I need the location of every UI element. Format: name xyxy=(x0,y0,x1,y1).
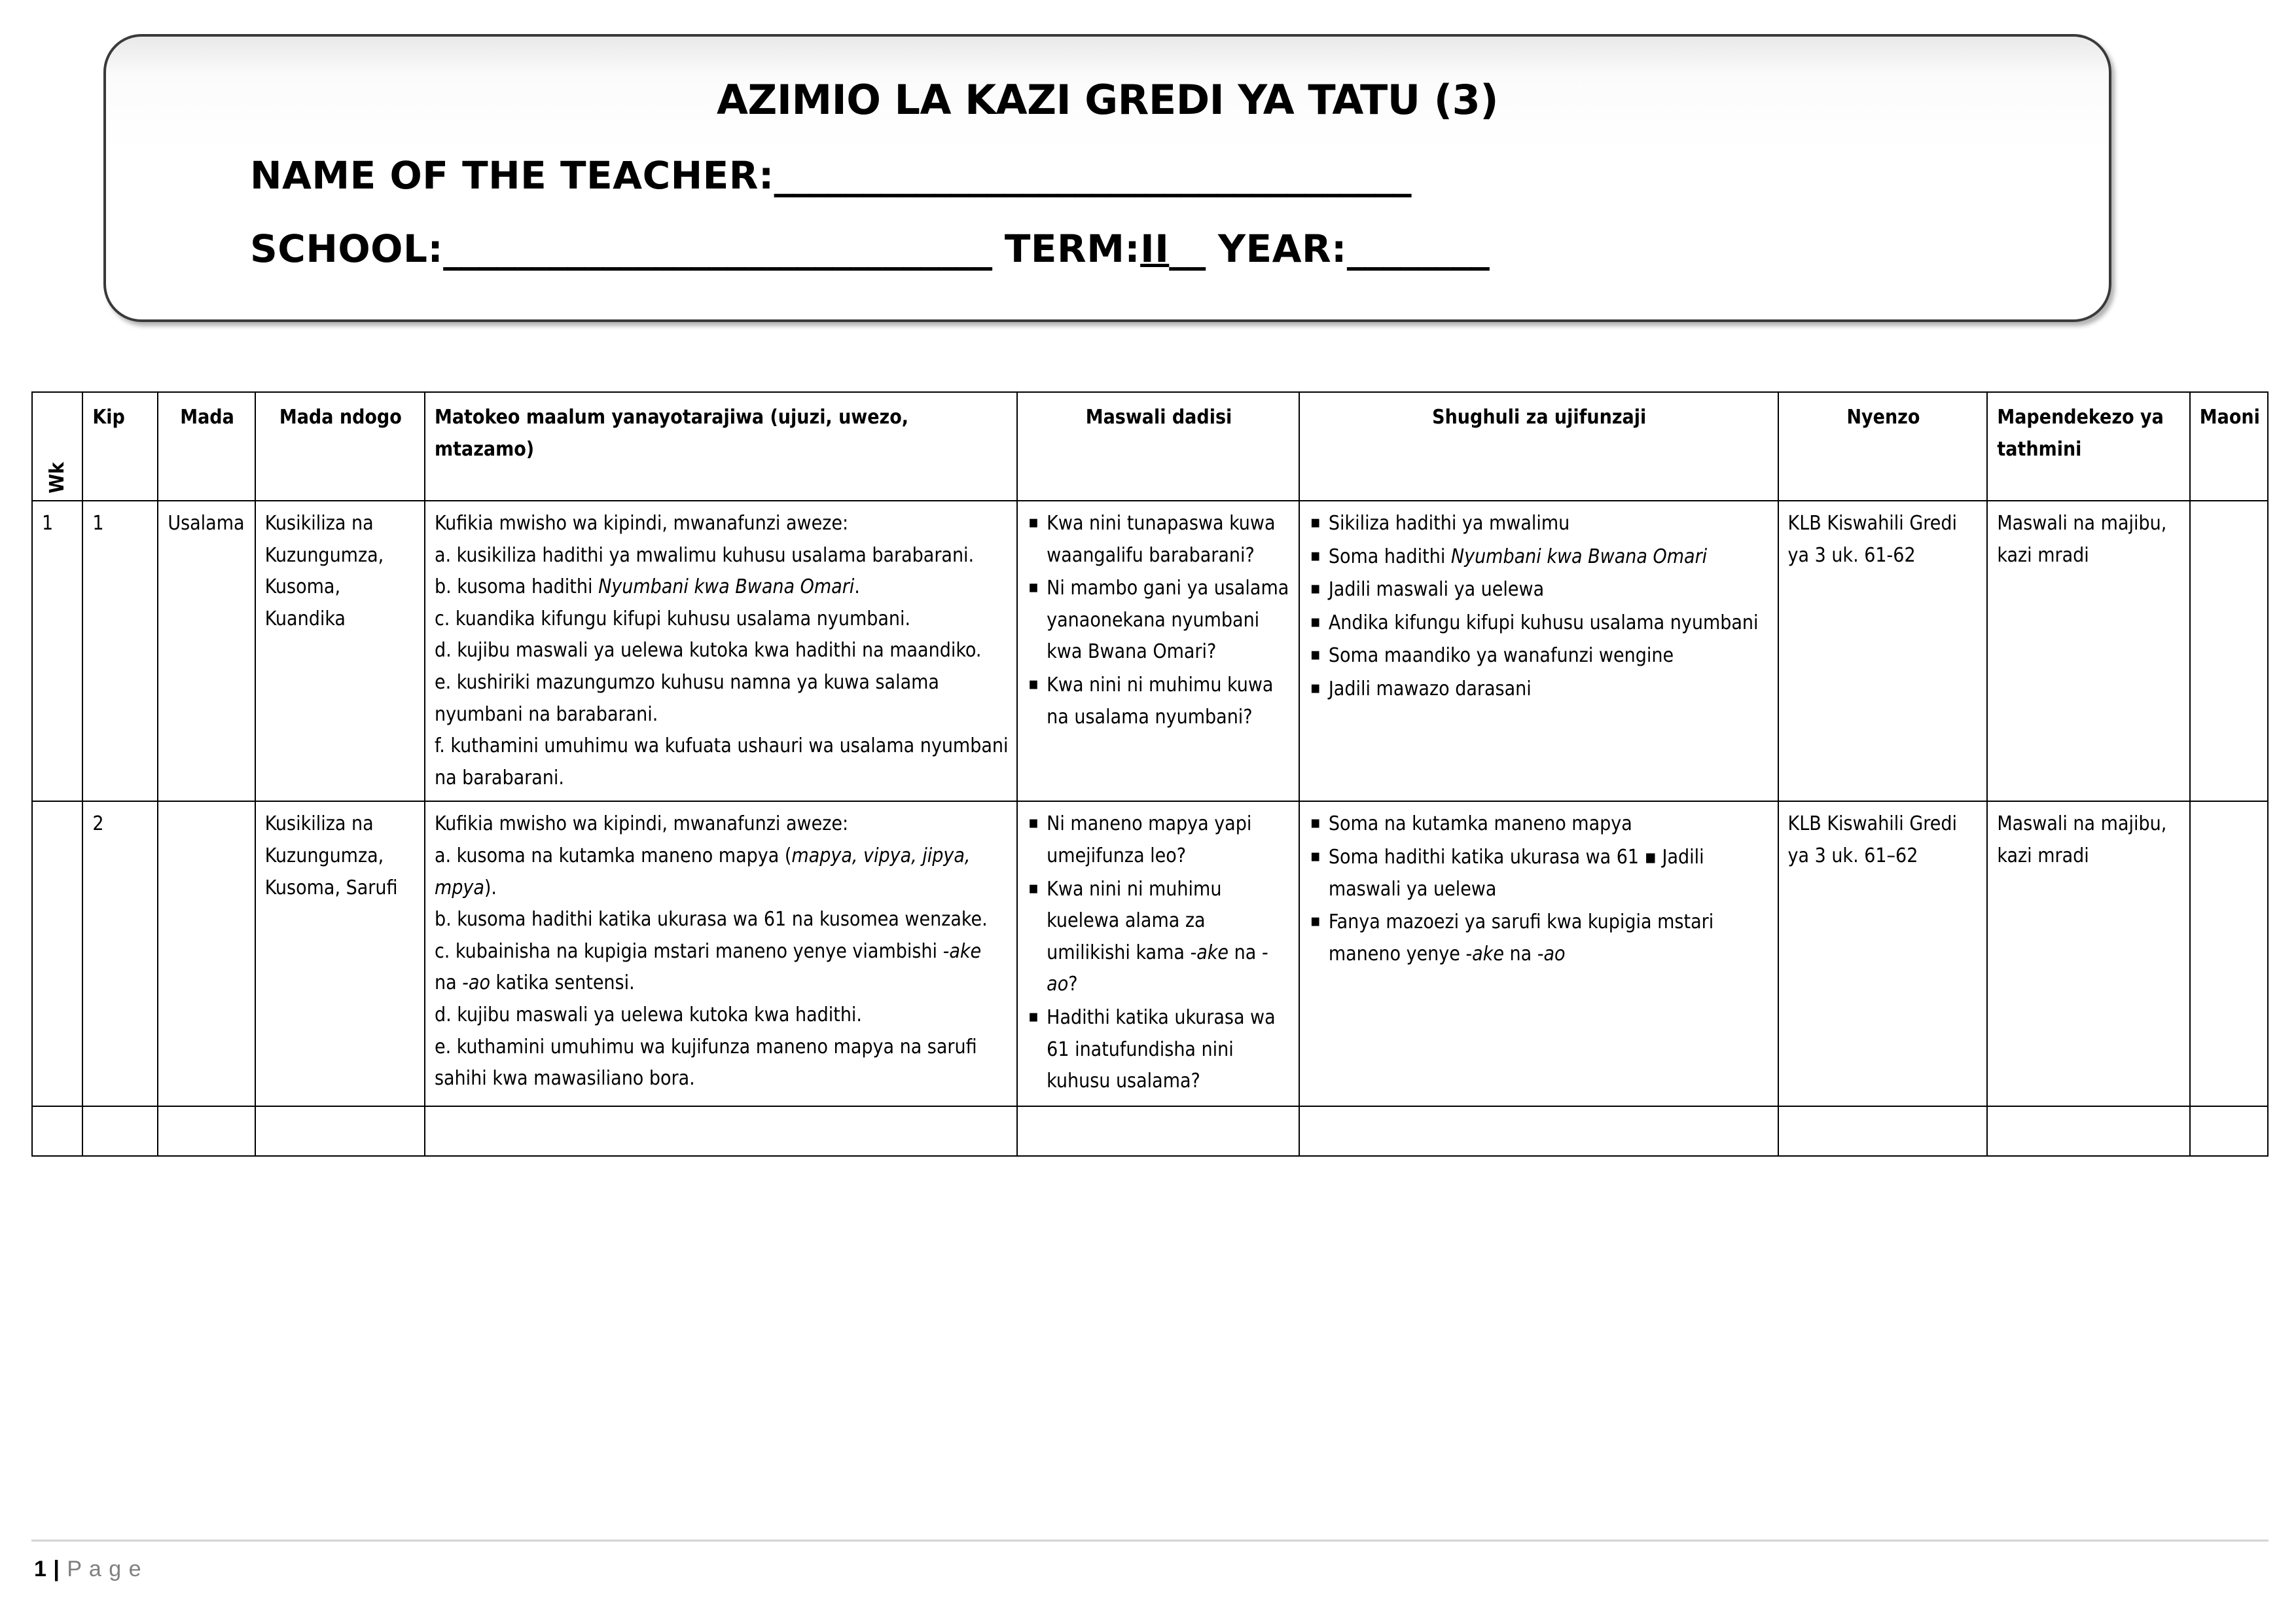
outcome-item: c. kuandika kifungu kifupi kuhusu usalama nyumbani. xyxy=(434,607,911,630)
cell-nyenzo: KLB Kiswahili Gredi ya 3 uk. 61-62 xyxy=(1778,501,1988,801)
outcome-item: a. kusikiliza hadithi ya mwalimu kuhusu usalama barabarani. xyxy=(434,543,975,567)
footer-page-word: P a g e xyxy=(67,1557,142,1581)
column-header-wk-label: Wk xyxy=(46,462,69,494)
cell-mada-ndogo: Kusikiliza na Kuzungumza, Kusoma, Kuandika xyxy=(255,501,425,801)
question-item: ▪ Kwa nini tunapaswa kuwa waangalifu barabarani? xyxy=(1027,508,1291,571)
question-item: ▪ Ni mambo gani ya usalama yanaonekana nyumbani kwa Bwana Omari? xyxy=(1027,573,1291,668)
book-title: Nyumbani kwa Bwana Omari xyxy=(1450,545,1708,568)
cell-mada xyxy=(158,801,255,1106)
outcome-item: a. kusoma na kutamka maneno mapya (mapya, vipya, jipya, mpya). xyxy=(434,844,971,899)
cell-wk xyxy=(32,1106,82,1156)
activity-item: ▪ Soma hadithi Nyumbani kwa Bwana Omari xyxy=(1309,541,1770,573)
outcome-item: d. kujibu maswali ya uelewa kutoka kwa hadithi na maandiko. xyxy=(434,639,982,662)
cell-mapendekezo: Maswali na majibu, kazi mradi xyxy=(1987,801,2189,1106)
teacher-name-field xyxy=(250,153,1410,198)
cell-shughuli xyxy=(1299,501,1778,801)
school-label: SCHOOL: xyxy=(250,226,444,271)
column-header-kip: Kip xyxy=(82,392,158,501)
table-row xyxy=(32,801,2268,1106)
emphasis-words: -ake xyxy=(1465,942,1504,965)
document-header-box xyxy=(103,34,2111,322)
table-row-empty xyxy=(32,1106,2268,1156)
cell-kip xyxy=(82,1106,158,1156)
outcome-item: d. kujibu maswali ya uelewa kutoka kwa hadithi. xyxy=(434,1003,862,1026)
emphasis-words: -ao xyxy=(462,971,490,995)
cell-shughuli xyxy=(1299,801,1778,1106)
column-header-maoni: Maoni xyxy=(2190,392,2268,501)
column-header-mada: Mada xyxy=(158,392,255,501)
outcome-item: e. kuthamini umuhimu wa kujifunza maneno mapya na sarufi sahihi kwa mawasiliano bora. xyxy=(434,1035,977,1091)
emphasis-words: -ao xyxy=(1537,942,1566,965)
footer-page-number: 1 xyxy=(34,1557,46,1581)
cell-mada xyxy=(158,1106,255,1156)
page-footer xyxy=(34,1557,141,1582)
column-header-maswali-dadisi: Maswali dadisi xyxy=(1017,392,1299,501)
teacher-name-label: NAME OF THE TEACHER: xyxy=(250,153,774,198)
cell-maoni xyxy=(2190,801,2268,1106)
table-body xyxy=(32,501,2268,1156)
column-header-mada-ndogo: Mada ndogo xyxy=(255,392,425,501)
cell-mada-ndogo xyxy=(255,1106,425,1156)
question-item: ▪ Kwa nini ni muhimu kuwa na usalama nyumbani? xyxy=(1027,670,1291,733)
cell-nyenzo: KLB Kiswahili Gredi ya 3 uk. 61–62 xyxy=(1778,801,1988,1106)
cell-shughuli xyxy=(1299,1106,1778,1156)
cell-kip: 1 xyxy=(82,501,158,801)
emphasis-words: -ao xyxy=(1047,941,1268,996)
teacher-name-blank: ____________________________________ xyxy=(774,153,1410,198)
emphasis-words: mapya, vipya, jipya, mpya xyxy=(434,844,971,899)
cell-maoni xyxy=(2190,501,2268,801)
emphasis-words: -ake xyxy=(1190,941,1229,964)
cell-matokeo xyxy=(425,801,1017,1106)
table-row xyxy=(32,501,2268,801)
term-value: II xyxy=(1140,226,1170,271)
outcome-item: e. kushiriki mazungumzo kuhusu namna ya kuwa salama nyumbani na barabarani. xyxy=(434,670,939,726)
cell-maswali-dadisi xyxy=(1017,1106,1299,1156)
cell-maoni xyxy=(2190,1106,2268,1156)
cell-mada-ndogo: Kusikiliza na Kuzungumza, Kusoma, Sarufi xyxy=(255,801,425,1106)
activity-item: ▪ Soma maandiko ya wanafunzi wengine xyxy=(1309,640,1770,672)
cell-matokeo xyxy=(425,501,1017,801)
cell-kip: 2 xyxy=(82,801,158,1106)
activity-item: ▪ Soma hadithi katika ukurasa wa 61 ▪ Jadili maswali ya uelewa xyxy=(1309,842,1770,905)
activity-item: ▪ Jadili mawazo darasani xyxy=(1309,674,1770,706)
school-term-year-field xyxy=(250,226,1488,271)
emphasis-words: -ake xyxy=(942,939,982,963)
question-item: ▪ Ni maneno mapya yapi umejifunza leo? xyxy=(1027,808,1291,872)
year-label: YEAR: xyxy=(1218,226,1347,271)
column-header-nyenzo: Nyenzo xyxy=(1778,392,1988,501)
activity-item: ▪ Jadili maswali ya uelewa xyxy=(1309,574,1770,606)
cell-nyenzo xyxy=(1778,1106,1988,1156)
page-title: AZIMIO LA KAZI GREDI YA TATU (3) xyxy=(716,76,1499,124)
column-header-mapendekezo: Mapendekezo ya tathmini xyxy=(1987,392,2189,501)
question-item: ▪ Kwa nini ni muhimu kuelewa alama za umilikishi kama -ake na -ao? xyxy=(1027,874,1291,1001)
outcomes-intro: Kufikia mwisho wa kipindi, mwanafunzi aweze: xyxy=(434,512,849,535)
school-blank: _______________________________ xyxy=(443,226,992,271)
term-label: TERM: xyxy=(1004,226,1141,271)
outcome-item: b. kusoma hadithi Nyumbani kwa Bwana Omari. xyxy=(434,575,860,599)
activity-item: ▪ Soma na kutamka maneno mapya xyxy=(1309,808,1770,840)
header-row xyxy=(32,392,2268,501)
table-header xyxy=(32,392,2268,501)
cell-mapendekezo: Maswali na majibu, kazi mradi xyxy=(1987,501,2189,801)
cell-maswali-dadisi xyxy=(1017,501,1299,801)
outcome-item: f. kuthamini umuhimu wa kufuata ushauri wa usalama nyumbani na barabarani. xyxy=(434,734,1009,789)
cell-matokeo xyxy=(425,1106,1017,1156)
cell-mapendekezo xyxy=(1987,1106,2189,1156)
activity-item: ▪ Sikiliza hadithi ya mwalimu xyxy=(1309,508,1770,540)
outcome-item: b. kusoma hadithi katika ukurasa wa 61 na kusomea wenzake. xyxy=(434,908,988,931)
footer-divider xyxy=(31,1540,2269,1542)
book-title: Nyumbani kwa Bwana Omari xyxy=(598,575,855,599)
cell-wk: 1 xyxy=(32,501,82,801)
cell-maswali-dadisi xyxy=(1017,801,1299,1106)
outcome-item: c. kubainisha na kupigia mstari maneno yenye viambishi -ake na -ao katika sentensi. xyxy=(434,939,982,995)
activity-item: ▪ Fanya mazoezi ya sarufi kwa kupigia mstari maneno yenye -ake na -ao xyxy=(1309,907,1770,970)
year-blank: ________ xyxy=(1346,226,1488,271)
column-header-wk xyxy=(32,392,82,501)
term-blank: __ xyxy=(1169,226,1205,271)
activity-item: ▪ Andika kifungu kifupi kuhusu usalama nyumbani xyxy=(1309,607,1770,640)
question-item: ▪ Hadithi katika ukurasa wa 61 inatufundisha nini kuhusu usalama? xyxy=(1027,1002,1291,1098)
scheme-of-work-table xyxy=(31,391,2269,1157)
outcomes-intro: Kufikia mwisho wa kipindi, mwanafunzi aweze: xyxy=(434,812,849,836)
cell-wk xyxy=(32,801,82,1106)
column-header-matokeo: Matokeo maalum yanayotarajiwa (ujuzi, uwezo, mtazamo) xyxy=(425,392,1017,501)
column-header-shughuli: Shughuli za ujifunzaji xyxy=(1299,392,1778,501)
cell-mada: Usalama xyxy=(158,501,255,801)
footer-separator: | xyxy=(53,1557,60,1581)
